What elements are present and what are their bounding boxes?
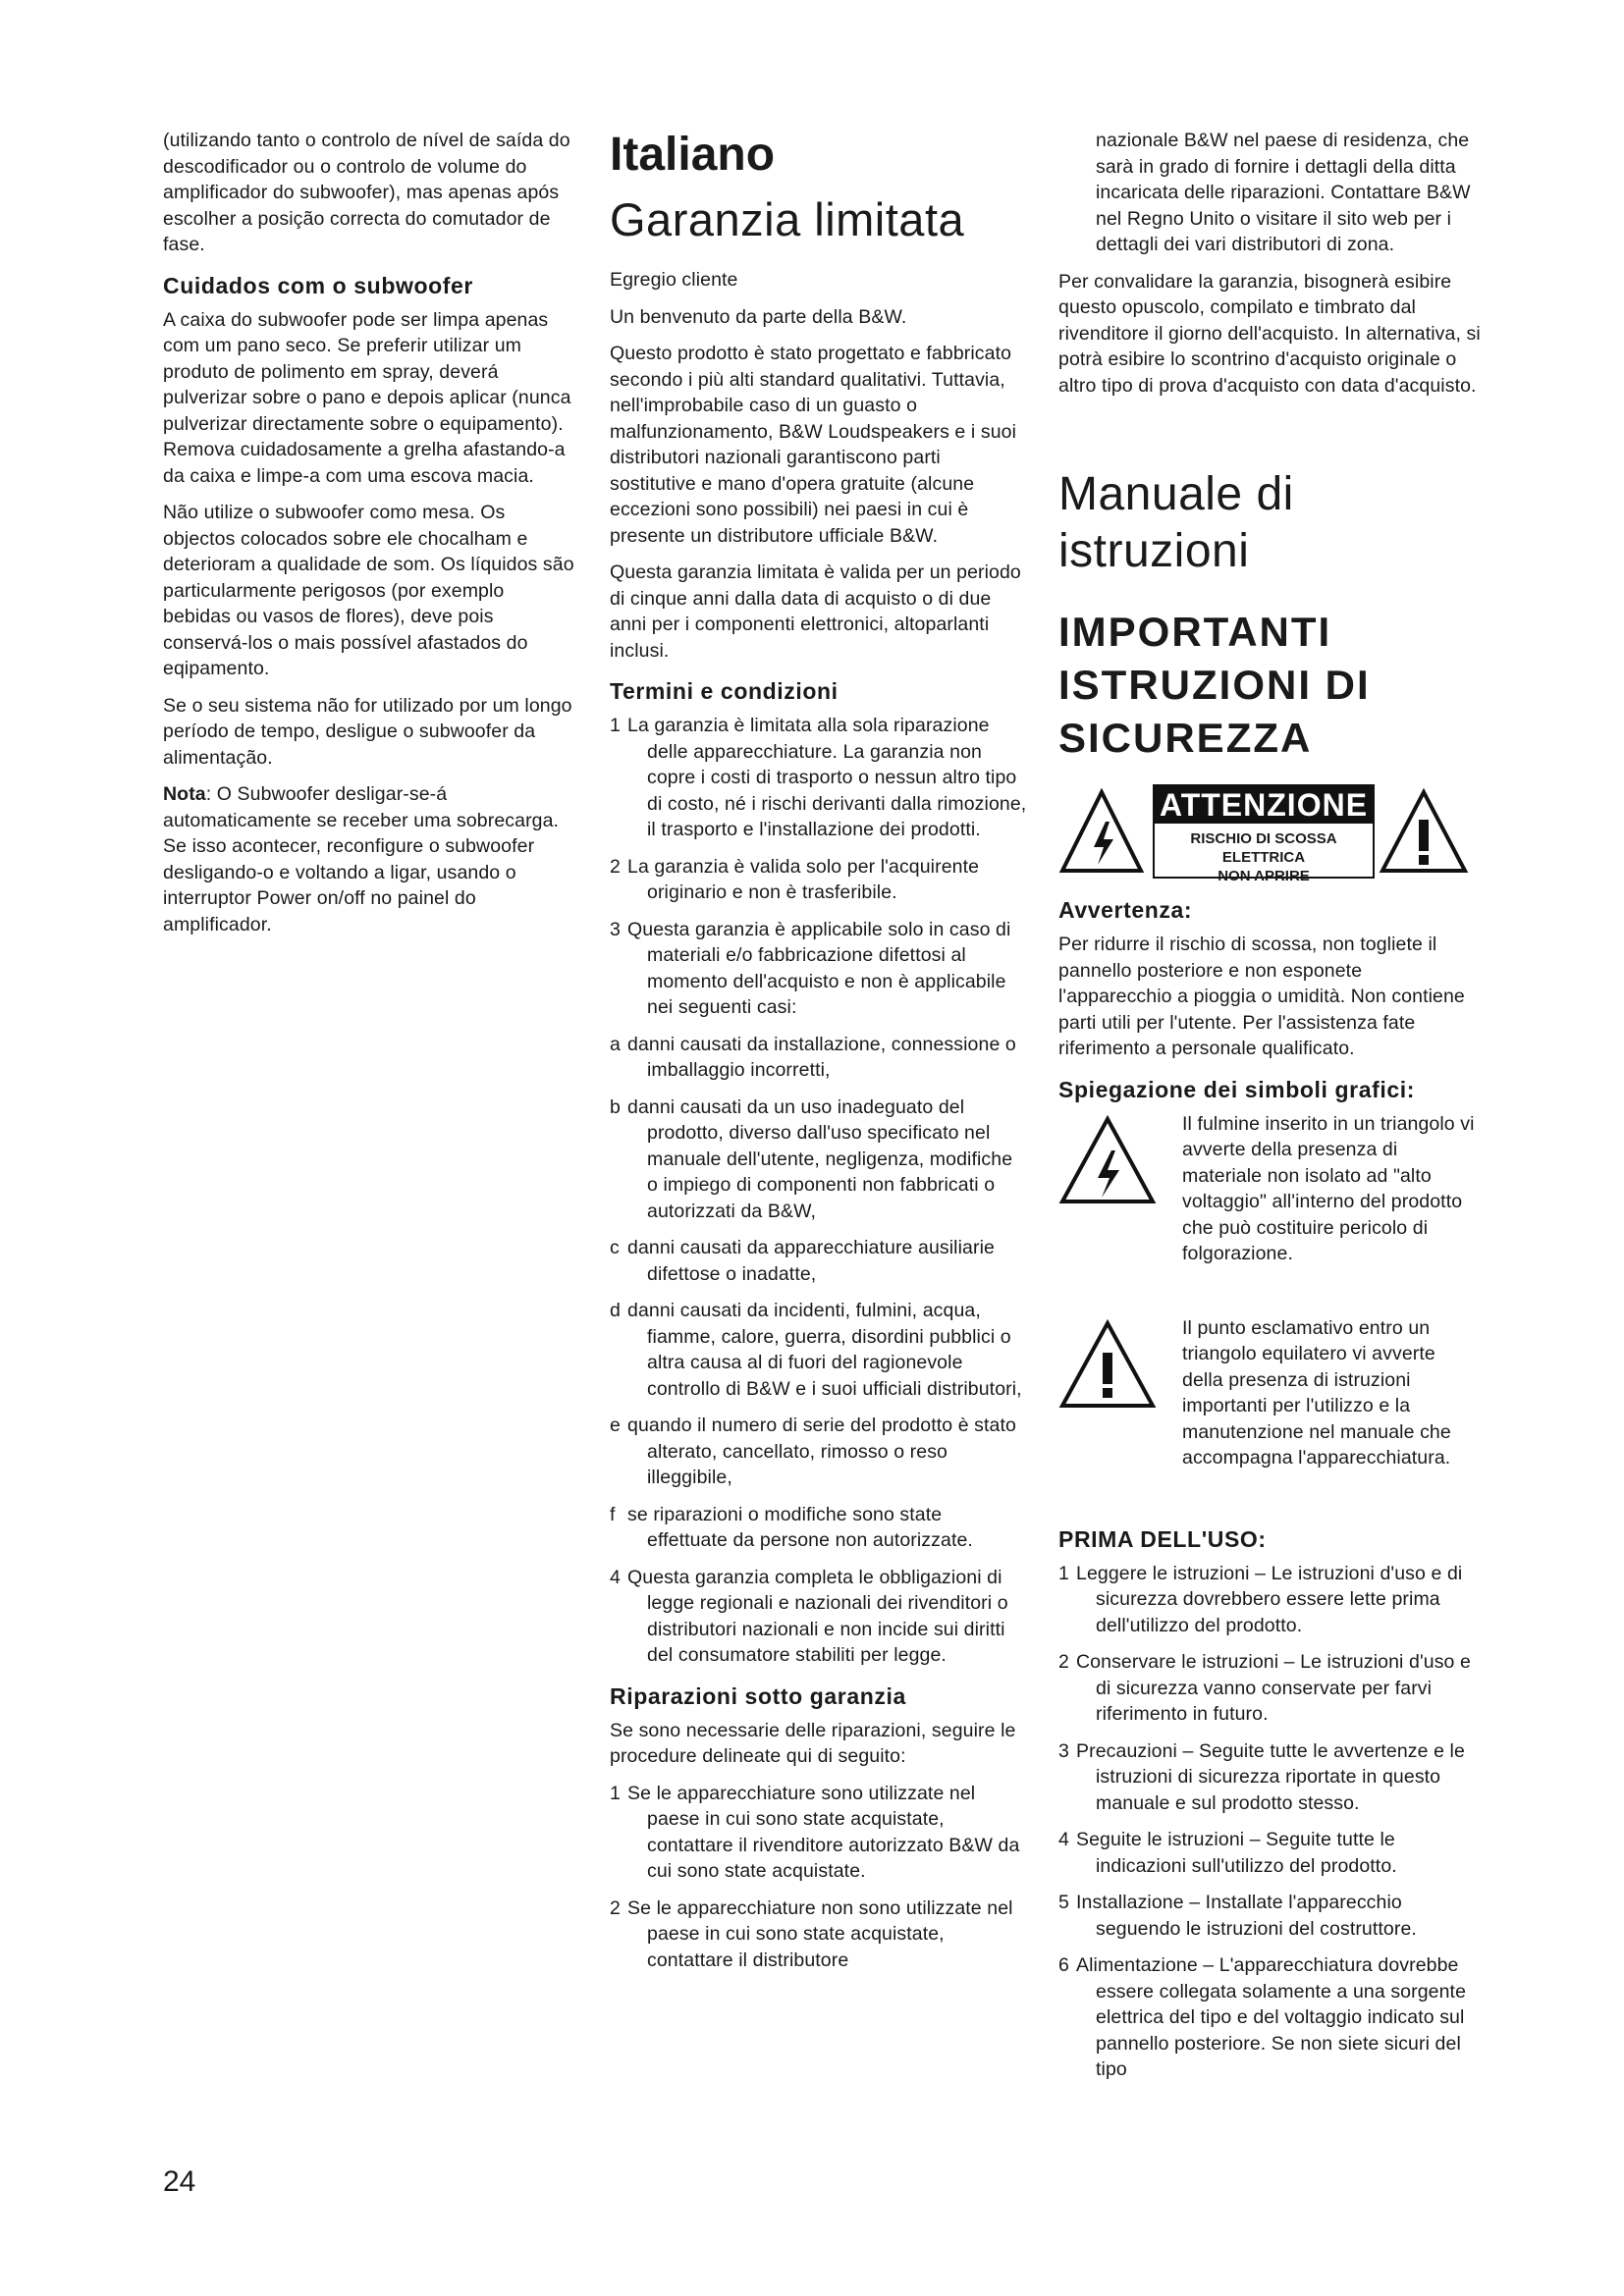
egregio-paragraph: Egregio cliente (610, 269, 738, 291)
list-item: 2 Se le apparecchiature non sono utilizzate nel paese in cui sono state acquistate, contattare il distributore (610, 1896, 1013, 1971)
attenzione-title: ATTENZIONE (1155, 786, 1373, 824)
termini-list (610, 713, 1027, 1669)
heading-prima: PRIMA DELL'USO: (1058, 1525, 1267, 1552)
valida-paragraph: Questa garanzia limitata è valida per un periodo di cinque anni dalla data di acquisto o di due anni per i componenti elettronici, altoparlanti inclusi. (610, 561, 1021, 662)
avvertenza-paragraph: Per ridurre il rischio di scossa, non togliete il pannello posteriore e non esponete l'apparecchio a pioggia o umidità. Non contiene parti utili per l'utente. Per l'assistenza fate riferimento a personale qualificato. (1058, 934, 1465, 1059)
list-item: 1 Se le apparecchiature sono utilizzate nel paese in cui sono state acquistate, contattare il rivenditore autorizzato B&W da cui sono state acquistate. (610, 1782, 1020, 1882)
list-item: 1 Leggere le istruzioni – Le istruzioni d'uso e di sicurezza dovrebbero essere lette prima dell'utilizzo del prodotto. (1058, 1562, 1463, 1636)
list-item: c danni causati da apparecchiature ausiliarie difettose o inadatte, (610, 1237, 995, 1285)
nota-text: : O Subwoofer desligar-se-á automaticamente se receber uma sobrecarga. Se isso acontecer, reconfigure o subwoofer desligando-o e voltando a ligar, usando o interruptor Power on/off no painel do amplificador. (163, 783, 560, 935)
lightning-triangle-icon (1058, 1115, 1157, 1205)
attenzione-sub-2: NON APRIRE (1218, 868, 1310, 884)
heading-termini: Termini e condizioni (610, 678, 839, 704)
heading-spiegazione: Spiegazione dei simboli grafici: (1058, 1076, 1415, 1102)
prodotto-paragraph: Questo prodotto è stato progettato e fabbricato secondo i più alti standard qualitativi. Tuttavia, nell'improbabile caso di un guasto o malfunzionamento, B&W Loudspeakers e i suoi distributori nazionali garantiscono parti sostitutive e mano d'opera gratuite (alcune eccezioni sono possibili) nei paesi in cui è presente un distributore ufficiale B&W. (610, 343, 1017, 547)
list-item: 5 Installazione – Installate l'apparecchio seguendo le istruzioni del costruttore. (1058, 1892, 1417, 1940)
symbol-fulmine (1058, 1111, 1481, 1308)
attenzione-box (1153, 784, 1375, 884)
language-title: Italiano (610, 129, 776, 181)
prima-list (1058, 1561, 1481, 2083)
list-item: a danni causati da installazione, connessione o imballaggio incorretti, (610, 1033, 1016, 1081)
list-item: f se riparazioni o modifiche sono state effettuate da persone non autorizzate. (610, 1503, 973, 1551)
symbol-punto (1058, 1315, 1481, 1512)
symbol-punto-text: Il punto esclamativo entro un triangolo equilatero vi avverte della presenza di istruzioni importanti per l'utilizzo e la manutenzione nel manuale che accompagna l'apparecchiatura. (1182, 1316, 1451, 1468)
lightning-triangle-icon (1058, 788, 1145, 875)
exclamation-triangle-icon (1058, 1319, 1157, 1410)
attenzione-sub-1: RISCHIO DI SCOSSA ELETTRICA (1190, 830, 1337, 866)
list-item: b danni causati da un uso inadeguato del prodotto, diverso dall'uso specificato nel manuale dell'utente, negligenza, modifiche o impiego di componenti non fabbricati o autorizzati da B&W, (610, 1095, 1013, 1222)
importanti-line-2: ISTRUZIONI DI (1058, 662, 1371, 708)
list-item: 2 La garanzia è valida solo per l'acquirente originario e non è trasferibile. (610, 855, 980, 903)
column-left (163, 128, 575, 948)
riparazioni-paragraph: Se sono necessarie delle riparazioni, seguire le procedure delineate qui di seguito: (610, 1719, 1016, 1767)
column-right (1058, 128, 1481, 2094)
continued-paragraph: nazionale B&W nel paese di residenza, che sarà in grado di fornire i dettagli della ditta incaricata delle riparazioni. Contattare B&W nel Regno Unito o visitare il sito web per i dettagli dei vari distributori di zona. (1096, 130, 1471, 255)
riparazioni-list (610, 1781, 1027, 1974)
heading-avvertenza: Avvertenza: (1058, 897, 1193, 923)
heading-cuidados: Cuidados com o subwoofer (163, 272, 473, 298)
nota-paragraph (163, 781, 575, 937)
exclamation-triangle-icon (1379, 788, 1469, 875)
cuidados-paragraph-1: A caixa do subwoofer pode ser limpa apenas com um pano seco. Se preferir utilizar um produto de polimento em spray, deverá pulverizar sobre o pano e depois aplicar (nunca pulverizar directamente sobre o equipamento). Remova cuidadosamente a grelha afastando-a da caixa e limpe-a com uma escova macia. (163, 308, 571, 487)
convalidare-paragraph: Per convalidare la garanzia, bisognerà esibire questo opuscolo, compilato e timbrato dal rivenditore il giorno dell'acquisto. In alternativa, si potrà esibire lo scontrino d'acquisto originale o altro tipo di prova d'acquisto con data d'acquisto. (1058, 270, 1481, 397)
heading-riparazioni: Riparazioni sotto garanzia (610, 1682, 906, 1709)
symbol-fulmine-text: Il fulmine inserito in un triangolo vi avverte della presenza di materiale non isolato ad "alto voltaggio" all'interno del prodotto che può costituire pericolo di folgorazione. (1182, 1112, 1475, 1264)
list-item: e quando il numero di serie del prodotto è stato alterato, cancellato, rimosso o reso illeggibile, (610, 1415, 1016, 1488)
list-item: 6 Alimentazione – L'apparecchiatura dovrebbe essere collegata solamente a una sorgente elettrica del tipo e del voltaggio indicato sul pannello posteriore. Se non siete sicuri del tipo (1058, 1954, 1467, 2080)
cuidados-paragraph-2: Não utilize o subwoofer como mesa. Os objectos colocados sobre ele chocalham e deterioram a qualidade de som. Os líquidos são particularmente perigosos (por exemplo bebidas ou vasos de flores), deve pois conservá-los o mais possível afastados do eqipamento. (163, 502, 574, 679)
benvenuto-paragraph: Un benvenuto da parte della B&W. (610, 305, 907, 328)
column-middle (610, 128, 1027, 1984)
list-item: 3 Questa garanzia è applicabile solo in caso di materiali e/o fabbricazione difettosi al momento dell'acquisto e non è applicabile nei seguenti casi: (610, 918, 1011, 1018)
manuale-title: Manuale di istruzioni (1058, 468, 1294, 577)
nota-label: Nota (163, 783, 206, 805)
intro-paragraph: (utilizando tanto o controlo de nível de saída do descodificador ou o controlo de volume do amplificador do subwoofer), mas apenas após escolher a posição correcta do comutador de fase. (163, 130, 570, 255)
cuidados-paragraph-3: Se o seu sistema não for utilizado por um longo período de tempo, desligue o subwoofer da alimentação. (163, 694, 572, 769)
warning-banner (1058, 784, 1481, 882)
list-item: d danni causati da incidenti, fulmini, acqua, fiamme, calore, guerra, disordini pubblici o altra causa al di fuori del ragionevole controllo di B&W e i suoi ufficiali distributori, (610, 1300, 1022, 1400)
garanzia-title: Garanzia limitata (610, 193, 965, 245)
list-item: 4 Questa garanzia completa le obbligazioni di legge regionali e nazionali dei rivenditori o distributori nazionali e non incide sui diritti del consumatore stabiliti per legge. (610, 1566, 1008, 1666)
list-item: 2 Conservare le istruzioni – Le istruzioni d'uso e di sicurezza vanno conservate per farvi riferimento in futuro. (1058, 1651, 1471, 1725)
importanti-line-3: SICUREZZA (1058, 715, 1313, 761)
page-number: 24 (163, 2165, 196, 2198)
list-item: 1 La garanzia è limitata alla sola riparazione delle apparecchiature. La garanzia non copre i costi di trasporto o nessun altro tipo di costo, né i rischi derivanti dalla rimozione, il trasporto e l'installazione dei prodotti. (610, 715, 1027, 840)
list-item: 4 Seguite le istruzioni – Seguite tutte le indicazioni sull'utilizzo del prodotto. (1058, 1829, 1397, 1877)
list-item: 3 Precauzioni – Seguite tutte le avvertenze e le istruzioni di sicurezza riportate in questo manuale e sul prodotto stesso. (1058, 1739, 1465, 1814)
importanti-line-1: IMPORTANTI (1058, 609, 1332, 655)
importanti-title (1058, 606, 1481, 765)
